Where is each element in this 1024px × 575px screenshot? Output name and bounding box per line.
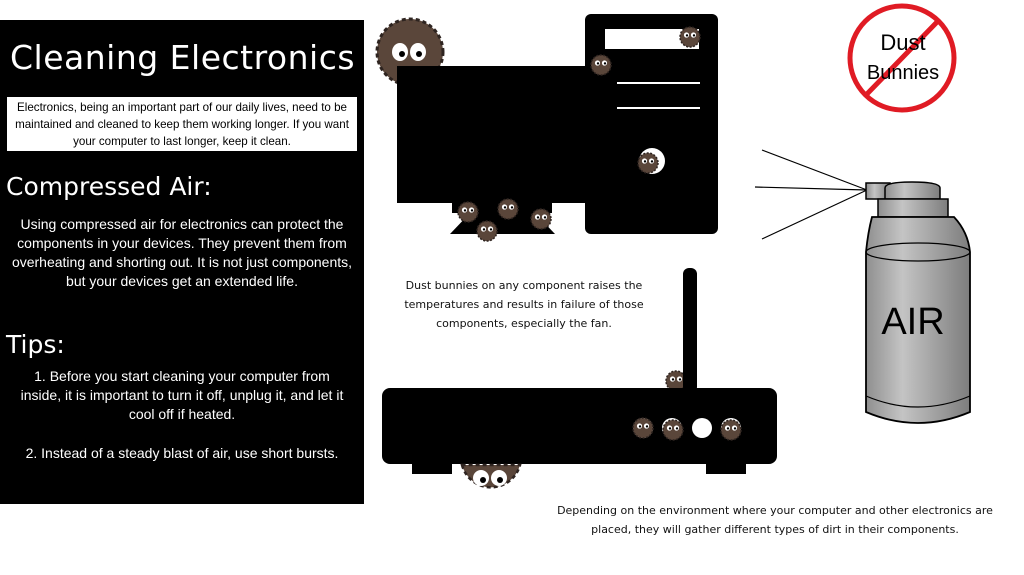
dust-bunny <box>721 420 741 440</box>
dust-bunny <box>638 153 658 173</box>
dust-bunny <box>498 199 518 219</box>
dust-bunny-under-router <box>462 465 520 487</box>
dust-bunny <box>663 420 683 440</box>
sign-text-line-2: Bunnies <box>866 62 940 84</box>
can-label: AIR <box>881 301 945 343</box>
tip-1: 1. Before you start cleaning your computer from inside, it is important to turn it off, unplug it, and let it cool off if heated. <box>20 368 344 422</box>
intro-text: Electronics, being an important part of our daily lives, need to be maintained and cleaned to keep them working longer. If you want your computer to last longer, keep it clean. <box>7 97 357 151</box>
compressed-air-heading: Compressed Air: <box>6 172 212 201</box>
tip-2: 2. Instead of a steady blast of air, use short bursts. <box>25 445 339 461</box>
sign-text-line-1: Dust <box>880 30 926 55</box>
dust-bunny <box>680 27 700 47</box>
dust-bunny <box>591 55 611 75</box>
dust-bunny <box>531 209 551 229</box>
air-spray-lines <box>755 150 867 239</box>
tips-heading: Tips: <box>6 330 65 359</box>
environment-caption: Depending on the environment where your computer and other electronics are placed, they will gather different types of dirt in their components. <box>557 504 993 536</box>
computer-tower-illustration <box>585 14 718 234</box>
dust-bunnies-caption: Dust bunnies on any component raises the temperatures and results in failure of those components, especially the fan. <box>404 279 644 330</box>
page-title: Cleaning Electronics <box>10 38 356 77</box>
no-dust-bunnies-sign <box>850 6 954 110</box>
dust-bunny <box>633 418 653 438</box>
compressed-air-text: Using compressed air for electronics can protect the components in your devices. They prevent them from overheating and shorting out. It is not just components, but your devices get an extended life. <box>11 216 353 289</box>
dust-bunny <box>477 221 497 241</box>
dust-bunny <box>458 202 478 222</box>
